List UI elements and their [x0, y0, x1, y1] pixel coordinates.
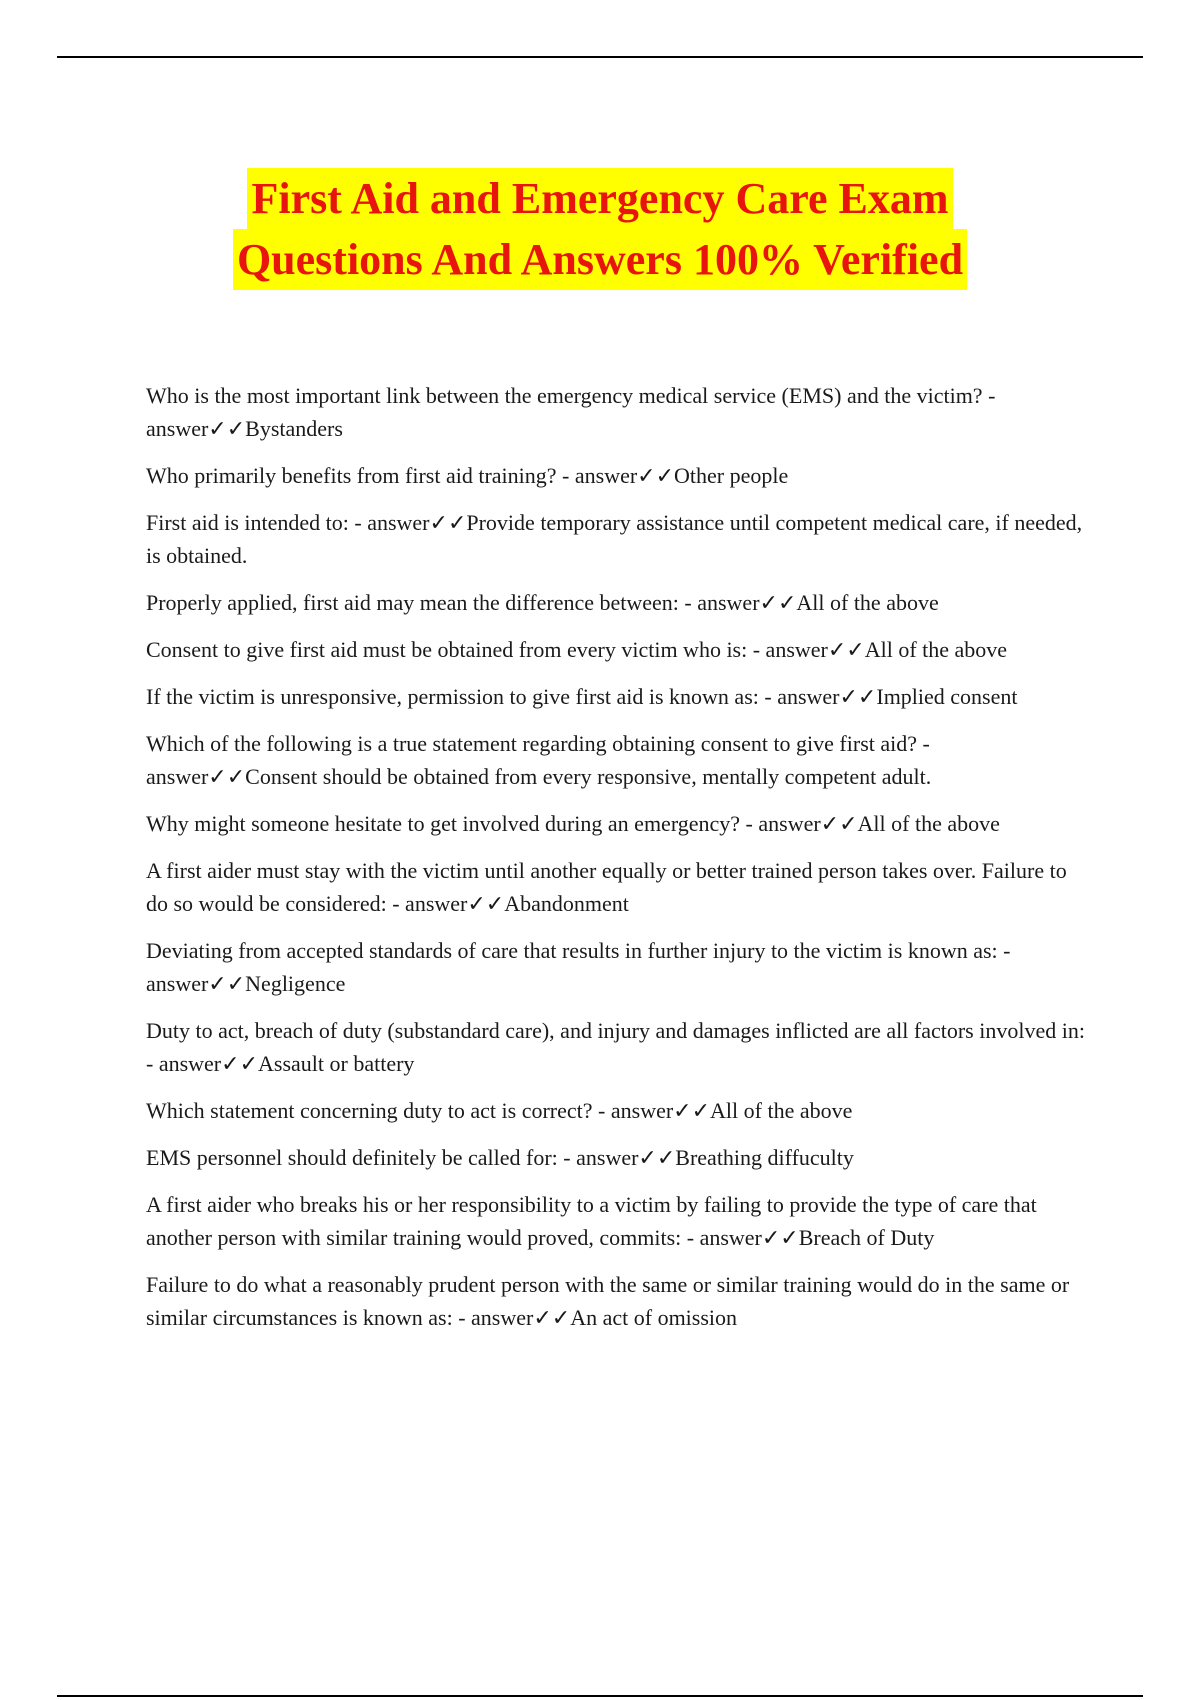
qa-item: Deviating from accepted standards of care that results in further injury to the victim is known as: - answer✓✓Negligence	[146, 938, 1011, 996]
title-line-1: First Aid and Emergency Care Exam	[247, 168, 952, 229]
qa-item: Failure to do what a reasonably prudent person with the same or similar training would do in the same or similar circumstances is known as: - answer✓✓An act of omission	[146, 1272, 1070, 1330]
header-rule	[57, 56, 1143, 58]
footer-rule	[57, 1695, 1143, 1697]
qa-item: Properly applied, first aid may mean the difference between: - answer✓✓All of the above	[146, 590, 939, 615]
qa-item: Which statement concerning duty to act is correct? - answer✓✓All of the above	[146, 1098, 853, 1123]
qa-item: Why might someone hesitate to get involved during an emergency? - answer✓✓All of the above	[146, 811, 1000, 836]
qa-item: Who primarily benefits from first aid training? - answer✓✓Other people	[146, 463, 789, 488]
title-line-2: Questions And Answers 100% Verified	[233, 229, 967, 290]
qa-item: Who is the most important link between the emergency medical service (EMS) and the victim? - answer✓✓Bystanders	[146, 383, 996, 441]
qa-item: If the victim is unresponsive, permission to give first aid is known as: - answer✓✓Implied consent	[146, 684, 1018, 709]
qa-item: A first aider must stay with the victim until another equally or better trained person takes over. Failure to do so would be considered: - answer✓✓Abandonment	[146, 858, 1067, 916]
qa-item: A first aider who breaks his or her responsibility to a victim by failing to provide the type of care that another person with similar training would proved, commits: - answer✓✓Breach of Duty	[146, 1192, 1037, 1250]
question-answer-list	[146, 379, 1090, 1348]
qa-item: First aid is intended to: - answer✓✓Provide temporary assistance until competent medical care, if needed, is obtained.	[146, 510, 1083, 568]
qa-item: Which of the following is a true statement regarding obtaining consent to give first aid? - answer✓✓Consent should be obtained from every responsive, mentally competent adult.	[146, 731, 932, 789]
qa-item: Duty to act, breach of duty (substandard care), and injury and damages inflicted are all factors involved in: - answer✓✓Assault or battery	[146, 1018, 1085, 1076]
document-title	[0, 168, 1200, 290]
qa-item: EMS personnel should definitely be called for: - answer✓✓Breathing diffuculty	[146, 1145, 854, 1170]
qa-item: Consent to give first aid must be obtained from every victim who is: - answer✓✓All of the above	[146, 637, 1008, 662]
